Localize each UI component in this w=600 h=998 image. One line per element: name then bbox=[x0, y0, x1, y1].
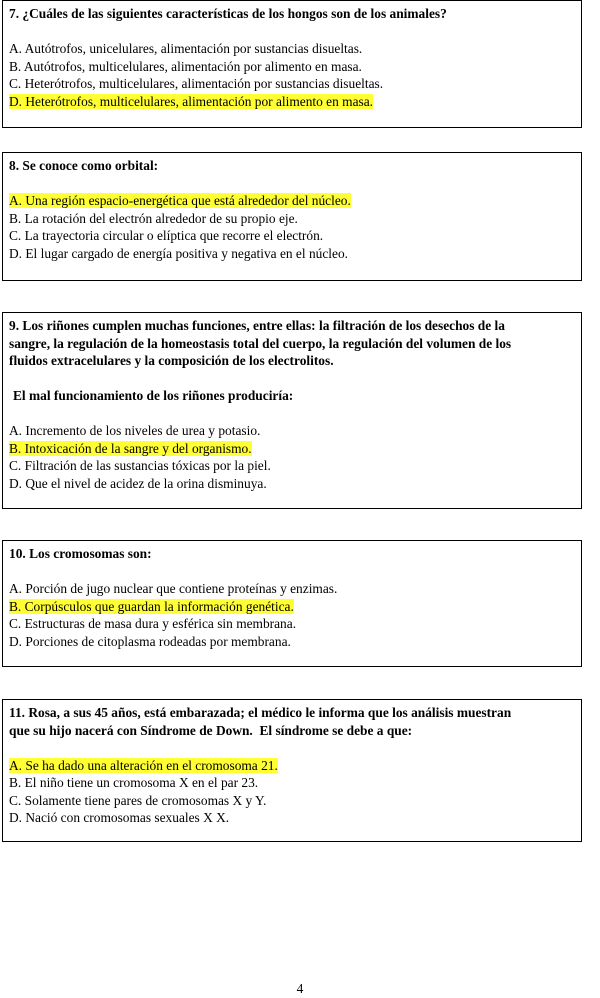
question-8-option-c: C. La trayectoria circular o elíptica que recorre el electrón. bbox=[9, 228, 324, 243]
question-9-option-b bbox=[9, 440, 575, 458]
question-9-stem-line-1: 9. Los riñones cumplen muchas funciones, entre ellas: la filtración de los desechos de la bbox=[9, 318, 505, 333]
question-9-option-d: D. Que el nivel de acidez de la orina disminuya. bbox=[9, 475, 267, 491]
spacer bbox=[9, 563, 575, 581]
question-11-option-d: D. Nació con cromosomas sexuales X X. bbox=[9, 810, 230, 825]
question-7-box bbox=[2, 0, 582, 128]
highlighted-answer: D. Heterótrofos, multicelulares, alimentación por alimento en masa. bbox=[9, 93, 374, 109]
highlighted-answer: B. Corpúsculos que guardan la información genética. bbox=[9, 598, 294, 614]
question-10-option-b bbox=[9, 598, 575, 616]
question-11-box bbox=[2, 699, 582, 842]
question-8-option-b: B. La rotación del electrón alrededor de su propio eje. bbox=[9, 210, 298, 226]
highlighted-answer: A. Una región espacio-energética que está alrededor del núcleo. bbox=[9, 193, 351, 208]
question-10-stem: 10. Los cromosomas son: bbox=[9, 546, 152, 561]
question-9-stem-line-2: sangre, la regulación de la homeostasis total del cuerpo, la regulación del volumen de los bbox=[9, 335, 512, 351]
question-8-stem: 8. Se conoce como orbital: bbox=[9, 158, 159, 173]
question-11-option-a bbox=[9, 757, 575, 775]
question-11-option-b: B. El niño tiene un cromosoma X en el par 23. bbox=[9, 775, 259, 790]
question-9-prompt: El mal funcionamiento de los riñones produciría: bbox=[13, 388, 294, 403]
question-11-stem-line-1: 11. Rosa, a sus 45 años, está embarazada; el médico le informa que los análisis muestran bbox=[9, 705, 512, 720]
highlighted-answer: A. Se ha dado una alteración en el cromosoma 21. bbox=[9, 757, 278, 773]
question-9-option-c: C. Filtración de las sustancias tóxicas por la piel. bbox=[9, 458, 271, 473]
question-10-option-d: D. Porciones de citoplasma rodeadas por membrana. bbox=[9, 633, 291, 649]
question-8-box bbox=[2, 152, 582, 281]
highlighted-answer: B. Intoxicación de la sangre y del organismo. bbox=[9, 440, 252, 456]
question-7-option-a: A. Autótrofos, unicelulares, alimentación por sustancias disueltas. bbox=[9, 41, 363, 56]
question-7-option-b: B. Autótrofos, multicelulares, alimentación por alimento en masa. bbox=[9, 58, 362, 74]
page-number: 4 bbox=[296, 981, 304, 996]
question-11-stem-line-2: que su hijo nacerá con Síndrome de Down. El síndrome se debe a que: bbox=[9, 722, 413, 738]
spacer bbox=[9, 370, 575, 388]
question-8-option-d: D. El lugar cargado de energía positiva y negativa en el núcleo. bbox=[9, 245, 348, 261]
question-10-option-a: A. Porción de jugo nuclear que contiene proteínas y enzimas. bbox=[9, 581, 338, 596]
question-10-option-c: C. Estructuras de masa dura y esférica sin membrana. bbox=[9, 616, 297, 631]
question-7-option-c: C. Heterótrofos, multicelulares, alimentación por sustancias disueltas. bbox=[9, 76, 384, 91]
question-11-option-c: C. Solamente tiene pares de cromosomas X y Y. bbox=[9, 792, 267, 808]
question-9-option-a: A. Incremento de los niveles de urea y potasio. bbox=[9, 423, 261, 438]
question-7-option-d bbox=[9, 93, 575, 111]
question-9-box bbox=[2, 312, 582, 509]
spacer bbox=[9, 739, 575, 757]
spacer bbox=[9, 23, 575, 41]
question-8-option-a bbox=[9, 192, 575, 210]
spacer bbox=[9, 175, 575, 193]
question-7-stem: 7. ¿Cuáles de las siguientes características de los hongos son de los animales? bbox=[9, 6, 447, 21]
spacer bbox=[9, 405, 575, 423]
question-9-stem-line-3: fluidos extracelulares y la composición de los electrolitos. bbox=[9, 353, 334, 368]
question-10-box bbox=[2, 540, 582, 667]
